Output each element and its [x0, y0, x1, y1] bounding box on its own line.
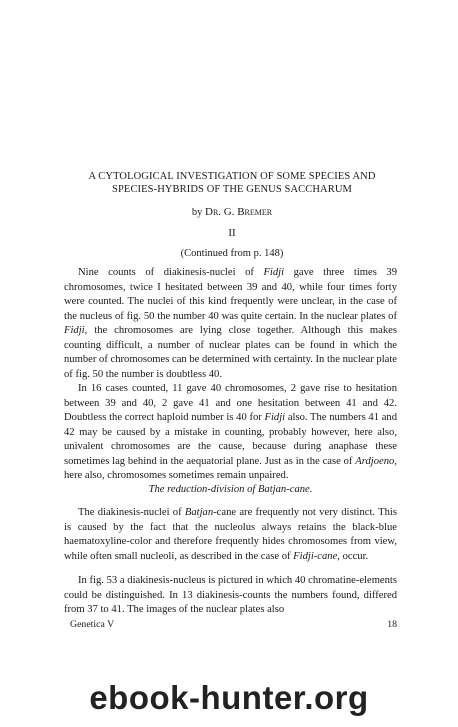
paragraph-3: The diakinesis-nuclei of Batjan-cane are frequently not very distinct. This is caused by the fact that the nucleolus always retains the black-blue haematoxyline-color and therefore frequently hides chromosomes from view, while often small nucleoli, as described in the case of Fidji-cane, occur.: [64, 507, 397, 562]
paragraph-3-block: [64, 506, 397, 564]
byline: [40, 206, 424, 218]
paragraph-4: In fig. 53 a diakinesis-nucleus is pictured in which 40 chromatine-elements could be distinguished. In 13 diakinesis-counts the numbers found, differed from 37 to 41. The images of the nuclear plates also: [64, 575, 397, 615]
section-heading: The reduction-division of Batjan-cane.: [148, 484, 313, 495]
article-title-line-2: SPECIES-HYBRIDS OF THE GENUS SACCHARUM: [112, 184, 352, 195]
article-title-line-1: A CYTOLOGICAL INVESTIGATION OF SOME SPECIES AND: [88, 171, 376, 182]
continued-note: (Continued from p. 148): [180, 248, 284, 259]
paragraph-1: Nine counts of diakinesis-nuclei of Fidji gave three times 39 chromosomes, twice I hesitated between 39 and 40, while four times forty were counted. The nuclei of this kind frequently were unclear, in the case of the nucleus of fig. 50 the number 40 was quite certain. In the nuclear plates of Fidji, the chromosomes are lying close together. Although this makes counting difficult, a number of nuclear plates can be found in which the number of chromosomes can be determined with certainty. In the nuclear plate of fig. 50 the number is doubtless 40.: [64, 267, 397, 380]
byline-prefix: by: [191, 207, 203, 218]
author-name: Dr. G. Bremer: [205, 206, 273, 218]
paragraph-4-block: [64, 574, 397, 618]
page-footer: [64, 619, 397, 630]
part-number: II: [228, 227, 236, 239]
paragraph-2-block: [64, 382, 397, 484]
signature-number: 18: [387, 619, 397, 630]
watermark-text: ebook-hunter.org: [89, 679, 369, 716]
paragraph-1-block: [64, 266, 397, 382]
paragraph-2: In 16 cases counted, 11 gave 40 chromosomes, 2 gave rise to hesitation between 39 and 40, 2 gave 41 and one hesitation between 41 and 42. Doubtless the correct haploid number is 40 for Fidji also. The numbers 41 and 42 may be caused by a mistake in counting, probably however, here also, univalent chromosomes are the cause, because during anaphase these sometimes lag behind in the aequatorial plane. Just as in the case of Ardjoeno, here also, chromosomes sometimes remain unpaired.: [64, 383, 397, 481]
journal-name: Genetica V: [70, 619, 115, 630]
